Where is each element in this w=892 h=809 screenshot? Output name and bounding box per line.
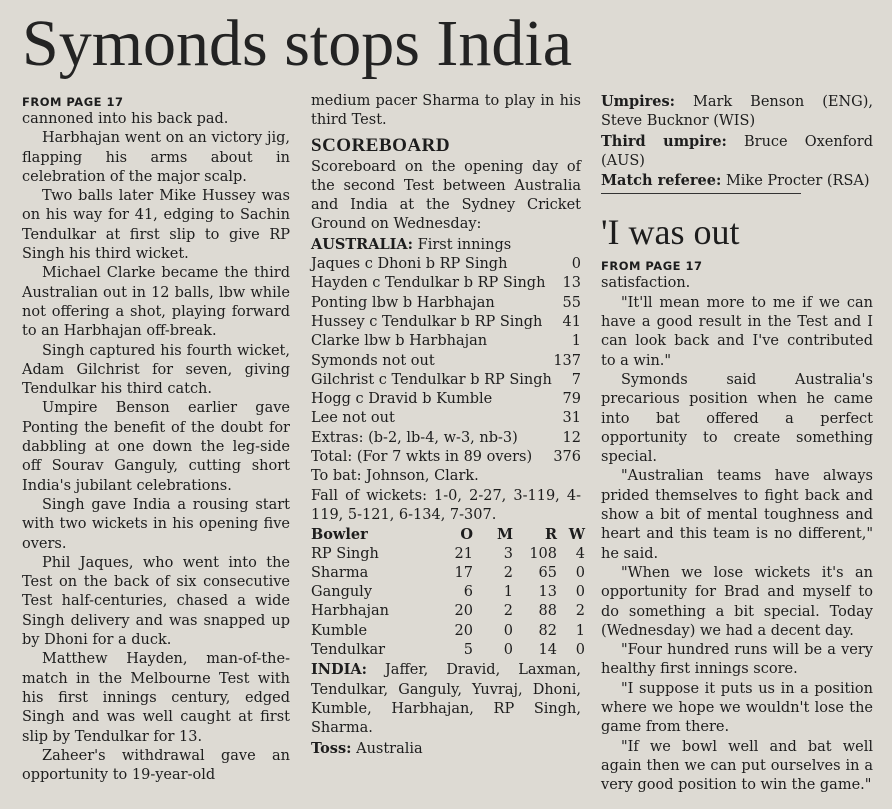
- bowling-row: RP Singh 21 3 108 4: [311, 545, 585, 562]
- paragraph: satisfaction.: [601, 275, 691, 292]
- paragraph: Michael Clarke became the third Australian out in 12 balls, lbw while not offering a shot, playing forward to an Harbhajan off-break.: [22, 265, 290, 340]
- paragraph: medium pacer Sharma to play in his third Test.: [311, 93, 581, 129]
- australia-innings-label: AUSTRALIA: First innings: [311, 235, 512, 253]
- jump-kicker: FROM PAGE 17: [601, 259, 703, 274]
- paragraph: Zaheer's withdrawal gave an opportunity to 19-year-old: [22, 747, 290, 784]
- jump-kicker: FROM PAGE 17: [22, 95, 124, 109]
- bowling-row: Harbhajan 20 2 88 2: [311, 603, 585, 620]
- batting-row: Jaques c Dhoni b RP Singh 0: [311, 256, 581, 273]
- column-1: [22, 92, 290, 785]
- paragraph: "Four hundred runs will be a very healthy first innings score.: [601, 642, 873, 678]
- third-umpire: Third umpire: Bruce Oxenford (AUS): [601, 132, 874, 169]
- paragraph: Singh gave India a rousing start with two wickets in his opening five overs.: [22, 496, 290, 552]
- paragraph: Umpire Benson earlier gave Ponting the benefit of the doubt for dabbling at one down the leg-side off Sourav Ganguly, cutting short India's jubilant celebrations.: [22, 400, 290, 494]
- column-2: [311, 92, 585, 759]
- paragraph: "When we lose wickets it's an opportunity for Brad and myself to do something a bit special. Today (Wednesday) we had a decent day.: [601, 564, 873, 639]
- batting-card: [311, 255, 581, 467]
- batting-row: Hogg c Dravid b Kumble 79: [311, 391, 581, 408]
- batting-row: Symonds not out 137: [311, 352, 581, 369]
- batting-row: Hayden c Tendulkar b RP Singh 13: [311, 275, 581, 292]
- secondary-headline: 'I was out: [601, 212, 740, 253]
- paragraph: Two balls later Mike Hussey was on his way for 41, edging to Sachin Tendulkar at first slip to give RP Singh his third wicket.: [22, 188, 290, 263]
- batting-row: Clarke lbw b Harbhajan 1: [311, 333, 581, 350]
- to-bat: To bat: Johnson, Clark.: [311, 468, 479, 485]
- bowling-row: Kumble 20 0 82 1: [311, 622, 585, 639]
- scoreboard-heading: SCOREBOARD: [311, 134, 451, 156]
- match-referee: Match referee: Mike Procter (RSA): [601, 172, 870, 190]
- bowling-card: [311, 525, 585, 660]
- paragraph: Harbhajan went on an victory jig, flapping his arms about in celebration of the major scalp.: [22, 130, 290, 185]
- batting-row: Gilchrist c Tendulkar b RP Singh 7: [311, 371, 581, 388]
- fall-of-wickets: Fall of wickets: 1-0, 2-27, 3-119, 4-119, 5-121, 6-134, 7-307.: [311, 487, 581, 523]
- divider: [601, 193, 801, 194]
- batting-row: Ponting lbw b Harbhajan 55: [311, 294, 581, 311]
- total-row: Total: (For 7 wkts in 89 overs) 376: [311, 449, 581, 466]
- bowling-row: Ganguly 6 1 13 0: [311, 584, 585, 601]
- column-3: [601, 92, 873, 796]
- india-team: INDIA: Jaffer, Dravid, Laxman, Tendulkar, Ganguly, Yuvraj, Dhoni, Kumble, Harbhajan, RP Singh, Sharma.: [311, 661, 581, 737]
- paragraph: Singh captured his fourth wicket, Adam Gilchrist for seven, giving Tendulkar his third catch.: [22, 342, 290, 398]
- headline: Symonds stops India: [22, 7, 573, 80]
- paragraph: cannoned into his back pad.: [22, 111, 229, 127]
- batting-row: Lee not out 31: [311, 410, 581, 427]
- batting-row: Hussey c Tendulkar b RP Singh 41: [311, 313, 581, 330]
- paragraph: "It'll mean more to me if we can have a good result in the Test and I can look back and I've contributed to a win.": [601, 294, 873, 369]
- paragraph: Phil Jaques, who went into the Test on the back of six consecutive Test half-centuries, chased a wide Singh delivery and was snapped up by Dhoni for a duck.: [22, 554, 290, 649]
- paragraph: "Australian teams have always prided themselves to fight back and show a bit of mental toughness and heart and this team is no different," he said.: [601, 468, 873, 562]
- paragraph: Symonds said Australia's precarious position when he came into bat offered a perfect opportunity to create something special.: [601, 371, 873, 466]
- scoreboard-description: Scoreboard on the opening day of the second Test between Australia and India at the Sydney Cricket Ground on Wednesday:: [311, 158, 581, 233]
- paragraph: Matthew Hayden, man-of-the-match in the Melbourne Test with his first innings century, edged Singh and was well caught at first slip by Tendulkar for 13.: [22, 651, 290, 745]
- bowling-row: Sharma 17 2 65 0: [311, 564, 585, 581]
- bowling-row: Tendulkar 5 0 14 0: [311, 642, 585, 659]
- bowling-header: Bowler O M R W: [311, 526, 585, 544]
- paragraph: "I suppose it puts us in a position where we hope we wouldn't lose the game from there.: [601, 680, 873, 736]
- umpires: Umpires: Mark Benson (ENG), Steve Bucknor (WIS): [601, 93, 873, 130]
- toss: Toss: Australia: [311, 739, 423, 757]
- paragraph: "If we bowl well and bat well again then we can put ourselves in a very good position to win the game.": [601, 738, 873, 794]
- extras-row: Extras: (b-2, lb-4, w-3, nb-3) 12: [311, 429, 581, 446]
